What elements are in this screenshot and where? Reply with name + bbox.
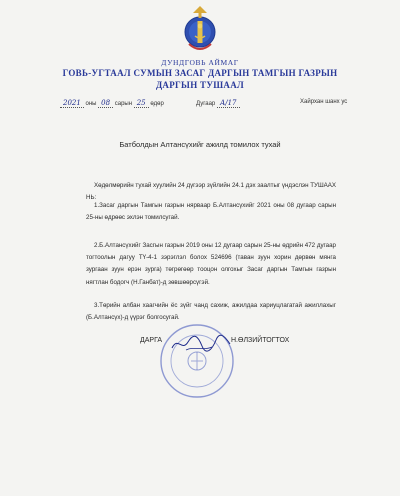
state-emblem-icon — [182, 4, 218, 56]
intro-text: Хөдөлмөрийн тухай хуулийн 24 дүгээр зүйлийн 24.1 дэх заалтыг үндэслэн ТУШААХ НЬ: — [86, 182, 336, 202]
number-label: Дугаар — [196, 101, 216, 107]
item-1-text: 1.Засаг даргын Тамгын газрын нярваар Б.Алтансүхийг 2021 оны 08 дугаар сарын 25-ны өдрөөс эхлэн томилсугай. — [86, 202, 336, 222]
day-suffix: өдөр — [150, 101, 164, 107]
month-value: 08 — [98, 99, 113, 108]
place-line — [300, 99, 347, 105]
item-2-text: 2.Б.Алтансүхийг Засгын газрын 2019 оны 12 дугаар сарын 25-ны өдрийн 472 дугаар тогтоолын дагуу ТҮ-4-1 зэрэглэл болох 524696 (таван зуун хорин дөрвөн мянга зургаан зуун ерэн зурга) төгрөгөөр тооцон олгохыг Засаг даргын Тамгын газрын нягтлан бодогч (Н.Ганбат)-д зөвшөөрсүгэй. — [86, 242, 336, 286]
day-value: 25 — [134, 99, 149, 108]
place-name: Хайрхан шанх ус — [300, 99, 348, 105]
handwritten-signature-icon — [168, 332, 234, 354]
signatory-name: Н.ӨЛЗИЙТОГТОХ — [231, 337, 290, 344]
document-title: Батболдын Алтансүхийг ажилд томилох тухай — [119, 140, 281, 149]
body-item-3 — [86, 300, 336, 324]
signatory-role: ДАРГА — [140, 337, 163, 344]
office-heading: ГОВЬ-УГТААЛ СУМЫН ЗАСАГ ДАРГЫН ТАМГЫН ГАЗРЫН — [62, 68, 338, 78]
date-line — [60, 99, 164, 108]
number-line — [196, 99, 240, 108]
aimag-heading: ДУНДГОВЬ АЙМАГ — [161, 58, 239, 67]
number-value: А/17 — [217, 99, 240, 108]
year-suffix: оны — [85, 101, 97, 107]
document-type-heading: ДАРГЫН ТУШААЛ — [155, 80, 245, 90]
item-3-text: 3.Төрийн албан хаагчийн ёс зүйг чанд сахиж, ажилдаа хариуцлагатай ажиллахыг (Б.Алтансүх)-д үүрэг болгосугай. — [86, 302, 336, 322]
body-item-2 — [86, 240, 336, 289]
year-value: 2021 — [60, 99, 84, 108]
month-suffix: сарын — [114, 101, 133, 107]
body-item-1 — [86, 200, 336, 224]
